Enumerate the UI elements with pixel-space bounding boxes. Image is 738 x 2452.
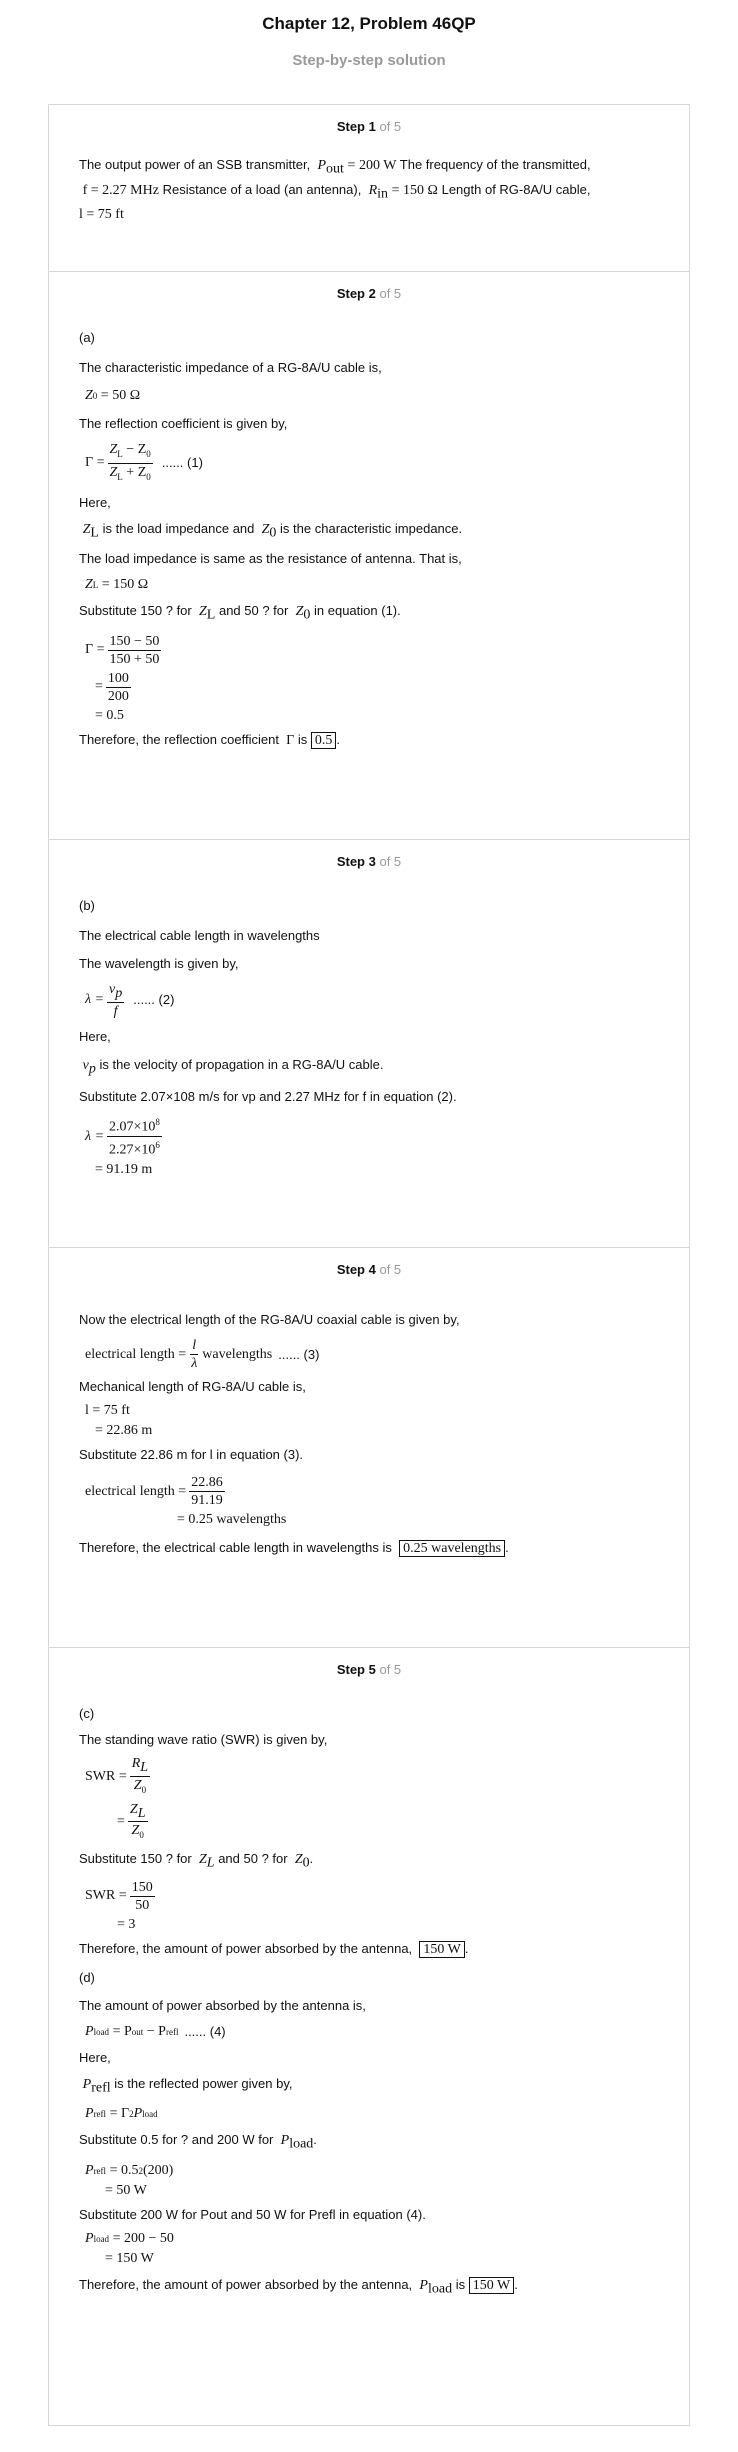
- text-line: The standing wave ratio (SWR) is given by,: [79, 1732, 328, 1747]
- step-2-heading: [49, 286, 689, 301]
- equation-swr-calc: SWR = $\frac{150}{50}$: [85, 1879, 153, 1913]
- page-subtitle: Step-by-step solution: [292, 52, 446, 69]
- page-title: Chapter 12, Problem 46QP: [262, 14, 476, 33]
- equation-length: = 22.86 m: [95, 1423, 153, 1438]
- step-count: of 5: [379, 1662, 402, 1677]
- text-line: Substitute 0.5 for ? and 200 W for $P_{load}$.: [79, 2132, 317, 2152]
- given-text: The output power of an SSB transmitter, $P_{out} = 200$ W The frequency of the transmitted,: [79, 157, 591, 177]
- equation-length: l = 75 ft: [85, 1403, 130, 1418]
- step-3-card: [49, 839, 689, 1248]
- text-line: Here,: [79, 1028, 111, 1044]
- text-line: $v_p$ is the velocity of propagation in a RG-8A/U cable.: [82, 1056, 384, 1077]
- text-line: Substitute 150 ? for $Z_L$ and 50 ? for $Z_0$.: [79, 1851, 314, 1871]
- text-line: The reflection coefficient is given by,: [79, 416, 288, 431]
- result-line: Therefore, the amount of power absorbed by the antenna, $P_{load}$ is 150 W .: [79, 2276, 518, 2297]
- given-text: f = 2.27 MHz Resistance of a load (an antenna), $R_{in} = 150$ Ω Length of RG-8A/U cable,: [82, 181, 591, 202]
- text-line: $P_{refl}$ is the reflected power given by,: [82, 2075, 293, 2096]
- equation-electrical-length-calc: = 0.25 wavelengths: [177, 1512, 287, 1527]
- equation-prefl-calc: = 50 W: [105, 2182, 147, 2198]
- equation-gamma: Γ = $\frac{Z_L - Z_0}{Z_L + Z_0}$ ...... (1): [85, 442, 203, 482]
- equation-lambda-calc: λ = $\frac{2.07\times 10^8}{2.27\times 10^6}$: [85, 1114, 659, 1158]
- step-label: Step 5: [336, 1662, 376, 1677]
- text-line: The characteristic impedance of a RG-8A/U cable is,: [79, 360, 382, 375]
- text-line: $Z_L$ is the load impedance and $Z_0$ is the characteristic impedance.: [82, 520, 463, 541]
- step-count: of 5: [379, 1262, 402, 1277]
- answer-box: 150 W: [469, 2277, 514, 2294]
- given-text: l = 75 ft: [79, 207, 124, 223]
- equation-prefl: P refl = Γ 2 P load: [85, 2106, 158, 2122]
- text-line: Here,: [79, 494, 111, 510]
- result-line: Therefore, the reflection coefficient Γ is 0.5 .: [79, 731, 341, 748]
- equation-zl: Z L = 150 Ω: [85, 577, 149, 593]
- part-label: (d): [79, 1969, 95, 1985]
- text-line: Mechanical length of RG-8A/U cable is,: [79, 1379, 306, 1394]
- step-label: Step 1: [336, 119, 376, 134]
- equation-z0: Z 0 = 50 Ω: [85, 388, 141, 403]
- text-line: Here,: [79, 2049, 111, 2065]
- equation-swr-calc: = 3: [117, 1916, 136, 1932]
- equation-pload-calc: = 150 W: [105, 2250, 154, 2266]
- result-line: Therefore, the electrical cable length in wavelengths is 0.25 wavelengths .: [79, 1540, 509, 1556]
- equation-pload-calc: P load = 200 − 50: [85, 2230, 174, 2246]
- part-label: (c): [79, 1706, 95, 1721]
- step-count: of 5: [379, 854, 402, 869]
- step-5-heading: [49, 1662, 689, 1677]
- step-label: Step 2: [336, 286, 376, 301]
- step-1-heading: [49, 119, 689, 134]
- part-label: (a): [79, 330, 95, 345]
- step-label: Step 4: [336, 1262, 376, 1277]
- step-label: Step 3: [336, 854, 376, 869]
- equation-gamma-calc: = $\frac{100}{200}$: [95, 670, 129, 704]
- step-3-heading: [49, 854, 689, 869]
- equation-electrical-length-calc: electrical length = $\frac{22.86}{91.19}$: [85, 1475, 223, 1508]
- equation-pload: P load = P out − P refl ...... (4): [85, 2023, 226, 2039]
- text-line: Substitute 22.86 m for l in equation (3).: [79, 1447, 304, 1462]
- text-line: Substitute 2.07×108 m/s for vp and 2.27 MHz for f in equation (2).: [79, 1089, 457, 1105]
- text-line: The electrical cable length in wavelengths: [79, 928, 320, 943]
- answer-box: 150 W: [419, 1941, 464, 1958]
- step-4-heading: [49, 1262, 689, 1277]
- equation-gamma-calc: = 0.5: [95, 707, 124, 723]
- equation-electrical-length: electrical length = $\frac{l}{\lambda}$ wavelengths ...... (3): [85, 1338, 320, 1371]
- equation-gamma-calc: Γ = $\frac{150 - 50}{150 + 50}$: [85, 633, 160, 667]
- step-5-card: [49, 1647, 689, 2426]
- equation-lambda: λ = $\frac{v_p}{f}$ ...... (2): [85, 982, 175, 1019]
- text-line: The load impedance is same as the resistance of antenna. That is,: [79, 551, 462, 567]
- equation-swr: = $\frac{Z_L}{Z_0}$: [117, 1801, 146, 1841]
- equation-lambda-calc: = 91.19 m: [95, 1161, 153, 1177]
- text-line: Substitute 200 W for Pout and 50 W for Prefl in equation (4).: [79, 2206, 426, 2222]
- step-4-card: [49, 1247, 689, 1648]
- step-1-card: [49, 105, 689, 271]
- text-line: Now the electrical length of the RG-8A/U coaxial cable is given by,: [79, 1312, 460, 1327]
- answer-box: 0.5: [311, 732, 337, 749]
- equation-swr: SWR = $\frac{R_L}{Z_0}$: [85, 1756, 149, 1795]
- text-line: The amount of power absorbed by the antenna is,: [79, 1997, 366, 2013]
- step-count: of 5: [379, 286, 402, 301]
- equation-prefl-calc: P refl = 0.5 2 (200): [85, 2162, 174, 2178]
- step-count: of 5: [379, 119, 402, 134]
- step-2-card: [49, 271, 689, 840]
- solution-panel: [48, 104, 690, 2426]
- result-line: Therefore, the amount of power absorbed by the antenna, 150 W .: [79, 1940, 469, 1957]
- text-line: The wavelength is given by,: [79, 956, 239, 971]
- answer-box: 0.25 wavelengths: [399, 1540, 505, 1557]
- part-label: (b): [79, 898, 95, 913]
- text-line: Substitute 150 ? for $Z_L$ and 50 ? for $Z_0$ in equation (1).: [79, 603, 401, 623]
